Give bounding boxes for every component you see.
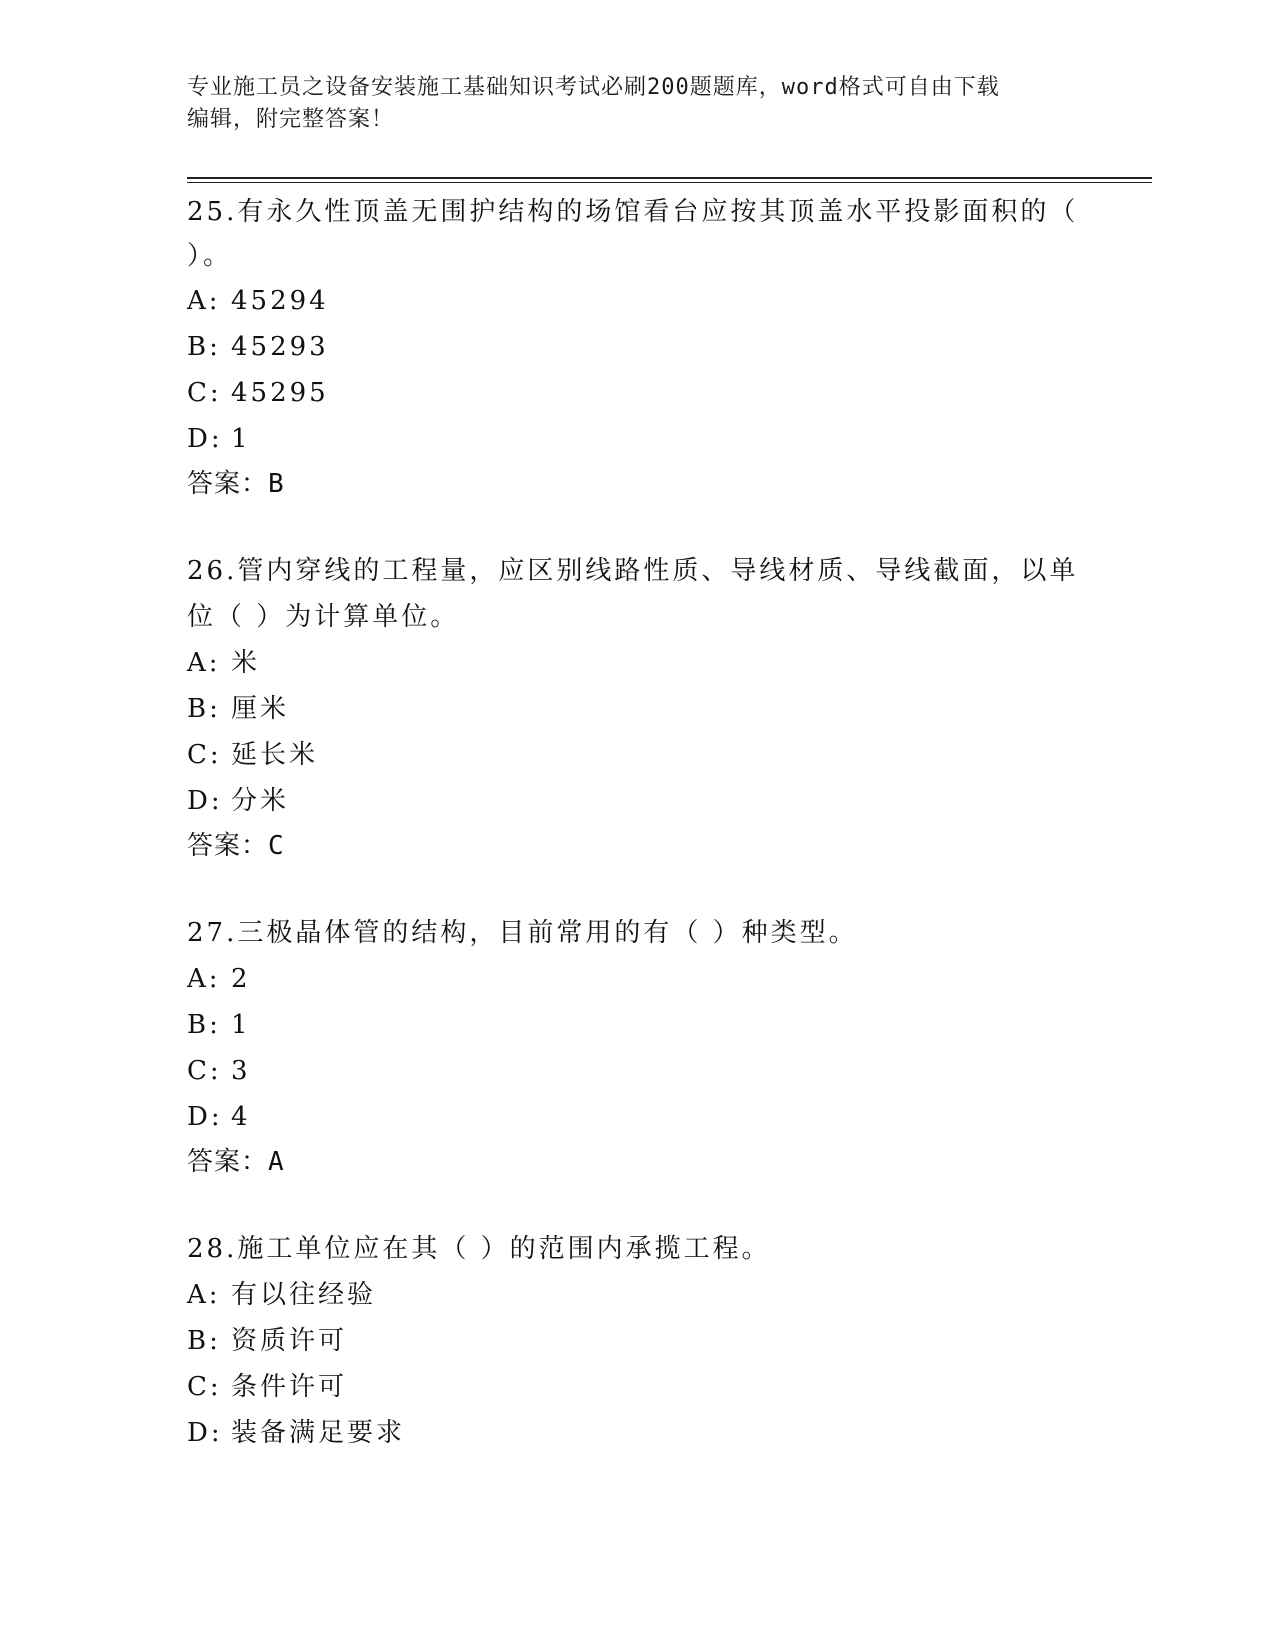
option-letter: C: <box>187 378 222 408</box>
option-letter: B: <box>187 1010 221 1040</box>
header-title-line-2: 编辑，附完整答案！ <box>187 107 395 132</box>
option-a <box>187 1272 1087 1318</box>
option-b <box>187 1318 1087 1364</box>
answer-line: 答案：A <box>187 1147 285 1177</box>
question-text-line: 27.三极晶体管的结构，目前常用的有（ ）种类型。 <box>187 918 858 948</box>
answer-line: 答案：B <box>187 469 285 499</box>
option-letter: B: <box>187 694 221 724</box>
option-letter: A: <box>187 648 221 678</box>
question-list <box>187 190 1087 1456</box>
header-rule-thin <box>187 182 1152 183</box>
option-text: 装备满足要求 <box>231 1418 406 1448</box>
question-text-line: 25.有永久性顶盖无围护结构的场馆看台应按其顶盖水平投影面积的（ <box>187 197 1079 227</box>
question-text-line: 位（ ）为计算单位。 <box>187 602 460 632</box>
option-text: 有以往经验 <box>231 1280 377 1310</box>
option-text: 1 <box>231 424 251 454</box>
question-spacer <box>187 868 1087 910</box>
option-letter: D: <box>187 786 223 816</box>
option-letter: D: <box>187 1102 223 1132</box>
option-a <box>187 640 1087 686</box>
question-spacer <box>187 506 1087 548</box>
option-letter: B: <box>187 332 221 362</box>
option-d <box>187 1410 1087 1456</box>
option-text: 1 <box>231 1010 251 1040</box>
option-letter: A: <box>187 1280 221 1310</box>
option-text: 45293 <box>231 332 329 362</box>
option-letter: C: <box>187 740 222 770</box>
option-letter: D: <box>187 1418 223 1448</box>
question-text-line: 28.施工单位应在其（ ）的范围内承揽工程。 <box>187 1234 771 1264</box>
option-letter: B: <box>187 1326 221 1356</box>
option-d <box>187 1094 1087 1140</box>
option-text: 分米 <box>231 786 290 816</box>
question-26 <box>187 548 1087 868</box>
option-letter: D: <box>187 424 223 454</box>
option-c <box>187 732 1087 778</box>
option-text: 条件许可 <box>231 1372 348 1402</box>
question-text-line: 26.管内穿线的工程量，应区别线路性质、导线材质、导线截面，以单 <box>187 556 1079 586</box>
header-rule-thick <box>187 177 1152 179</box>
header-title-line-1: 专业施工员之设备安装施工基础知识考试必刷200题题库，word格式可自由下载 <box>187 75 1000 100</box>
option-a <box>187 278 1087 324</box>
document-header <box>187 72 1087 136</box>
option-b <box>187 1002 1087 1048</box>
option-c <box>187 1364 1087 1410</box>
option-a <box>187 956 1087 1002</box>
question-text-line: ）。 <box>187 241 233 271</box>
option-text: 45295 <box>231 378 329 408</box>
question-28 <box>187 1226 1087 1456</box>
option-c <box>187 370 1087 416</box>
option-c <box>187 1048 1087 1094</box>
option-text: 资质许可 <box>231 1326 348 1356</box>
option-letter: C: <box>187 1372 222 1402</box>
option-d <box>187 416 1087 462</box>
option-d <box>187 778 1087 824</box>
option-b <box>187 686 1087 732</box>
option-text: 45294 <box>231 286 329 316</box>
option-letter: A: <box>187 964 221 994</box>
option-letter: A: <box>187 286 221 316</box>
option-text: 延长米 <box>231 740 319 770</box>
option-text: 3 <box>231 1056 251 1086</box>
answer-line: 答案：C <box>187 831 285 861</box>
option-letter: C: <box>187 1056 222 1086</box>
question-27 <box>187 910 1087 1184</box>
option-text: 米 <box>231 648 261 678</box>
option-text: 4 <box>231 1102 251 1132</box>
question-spacer <box>187 1184 1087 1226</box>
option-text: 2 <box>231 964 251 994</box>
question-25 <box>187 190 1087 506</box>
option-b <box>187 324 1087 370</box>
option-text: 厘米 <box>231 694 290 724</box>
